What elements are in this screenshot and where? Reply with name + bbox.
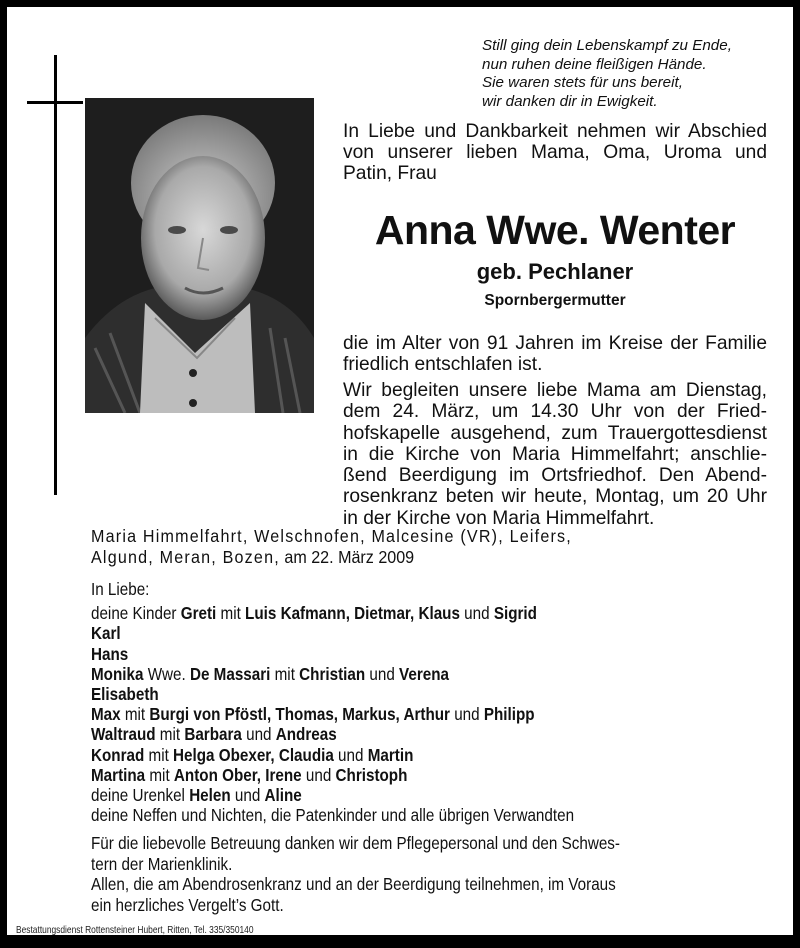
mourner-text: deine Neffen und Nichten, die Patenkinder und alle übrigen Verwandten: [91, 805, 575, 826]
verse-line: Still ging dein Lebenskampf zu Ende,: [482, 37, 732, 54]
death-notice-line: die im Alter von 91 Jahren im Kreise der Familie: [343, 333, 767, 354]
verse-line: nun ruhen deine fleißigen Hände.: [482, 55, 707, 73]
mourner-name: De Massari: [189, 663, 271, 684]
mourner-line: [91, 805, 574, 825]
mourner-text: und: [241, 724, 276, 745]
mourner-name: Waltraud: [91, 724, 156, 745]
mourner-name: Anton Ober, Irene: [173, 764, 302, 785]
mourners-heading: In Liebe:: [91, 579, 150, 599]
verse-line: Sie waren stets für uns bereit,: [482, 74, 683, 91]
intro-line: von unserer lieben Mama, Oma, Uroma und: [343, 142, 767, 163]
places-line: Maria Himmelfahrt, Welschnofen, Malcesine (VR), Leifers,: [91, 526, 572, 546]
funeral-line: rosenkranz beten wir heute, Montag, um 20 Uhr: [343, 486, 767, 508]
thanks-text: [91, 833, 620, 915]
date: am 22. März 2009: [279, 547, 415, 567]
mourner-line: [91, 724, 574, 744]
place-and-date: [91, 526, 572, 568]
mourner-line: [91, 785, 574, 805]
mourner-text: mit: [216, 603, 246, 624]
mourner-line: [91, 684, 574, 704]
cross-icon-vertical: [54, 55, 57, 495]
mourner-line: [91, 644, 574, 664]
mourner-name: Verena: [399, 663, 449, 684]
thanks-line: Für die liebevolle Betreuung danken wir dem Pflegepersonal und den Schwes-: [91, 833, 620, 853]
mourner-text: mit: [155, 724, 185, 745]
mourner-text: und: [301, 764, 336, 785]
intro-line: In Liebe und Dankbarkeit nehmen wir Abschied: [343, 121, 767, 142]
funeral-line: dem 24. März, um 14.30 Uhr von der Fried-: [343, 401, 767, 423]
death-notice-line: friedlich entschlafen ist.: [343, 354, 543, 376]
mourner-text: und: [365, 663, 400, 684]
intro-text: [343, 121, 767, 184]
undertaker-credit: Bestattungsdienst Rottensteiner Hubert, Ritten, Tel. 335/350140: [16, 924, 254, 936]
funeral-details: [343, 380, 767, 529]
thanks-line: tern der Marienklinik.: [91, 853, 233, 874]
mourner-name: Luis Kafmann, Dietmar, Klaus: [245, 603, 460, 624]
mourner-lines: [91, 603, 574, 825]
mourner-name: Monika: [91, 663, 144, 684]
mourner-name: Philipp: [483, 704, 535, 725]
mourner-name: Helen: [189, 785, 231, 806]
funeral-line: in der Kirche von Maria Himmelfahrt.: [343, 507, 655, 529]
farm-name: Spornbergermutter: [484, 292, 626, 309]
mourner-text: und: [333, 744, 368, 765]
mourner-name: Christoph: [335, 764, 408, 785]
funeral-line: hofskapelle ausgehend, zum Trauergottesdienst: [343, 422, 767, 444]
mourner-name: Aline: [264, 785, 302, 806]
mourner-name: Martina: [91, 764, 146, 785]
verse-line: wir danken dir in Ewigkeit.: [482, 92, 658, 110]
mourner-text: deine Urenkel: [91, 785, 190, 806]
portrait-image: [85, 98, 314, 413]
mourner-text: mit: [120, 704, 150, 725]
thanks-line: ein herzliches Vergelt’s Gott.: [91, 894, 284, 915]
mourner-text: und: [449, 704, 484, 725]
mourner-name: Martin: [367, 744, 414, 765]
cross-icon-horizontal: [27, 101, 83, 104]
mourner-line: [91, 765, 574, 785]
mourner-text: mit: [144, 744, 174, 765]
mourner-text: und: [230, 785, 265, 806]
mourner-name: Max: [91, 704, 121, 725]
mourner-name: Konrad: [91, 744, 145, 765]
mourner-text: mit: [270, 663, 300, 684]
mourner-name: Helga Obexer, Claudia: [173, 744, 334, 765]
mourner-line: [91, 745, 574, 765]
deceased-name: Anna Wwe. Wenter: [374, 207, 736, 253]
obituary-notice: [7, 7, 793, 935]
mourner-name: Sigrid: [493, 603, 537, 624]
mourner-line: [91, 603, 574, 623]
maiden-name: geb. Pechlaner: [476, 259, 634, 284]
mourner-text: Wwe.: [143, 663, 190, 684]
places: Algund, Meran, Bozen,: [91, 547, 280, 567]
mourner-name: Hans: [91, 643, 129, 664]
funeral-line: Wir begleiten unsere liebe Mama am Dienstag,: [343, 380, 767, 401]
mourner-line: [91, 704, 574, 724]
memorial-verse: [482, 37, 732, 111]
mourner-text: deine Kinder: [91, 603, 181, 624]
mourner-line: [91, 623, 574, 643]
mourner-name: Barbara: [184, 724, 242, 745]
intro-line: Patin, Frau: [343, 163, 437, 184]
mourner-name: Karl: [91, 623, 121, 644]
mourner-name: Greti: [180, 603, 217, 624]
portrait-photo: [85, 98, 314, 413]
mourner-name: Andreas: [275, 724, 337, 745]
mourner-name: Christian: [299, 663, 366, 684]
thanks-line: Allen, die am Abendrosenkranz und an der Beerdigung teilnehmen, im Voraus: [91, 874, 616, 894]
mourners-list: [91, 579, 574, 825]
funeral-line: in die Kirche von Maria Himmelfahrt; anschlie-: [343, 443, 767, 465]
mourner-text: und: [459, 603, 494, 624]
death-notice: [343, 333, 767, 376]
mourner-name: Elisabeth: [91, 684, 159, 705]
places-date-line: [91, 547, 572, 568]
mourner-name: Burgi von Pföstl, Thomas, Markus, Arthur: [149, 704, 450, 725]
mourner-line: [91, 664, 574, 684]
funeral-line: ßend Beerdigung im Ortsfriedhof. Den Abend-: [343, 465, 767, 487]
mourner-text: mit: [145, 764, 174, 785]
